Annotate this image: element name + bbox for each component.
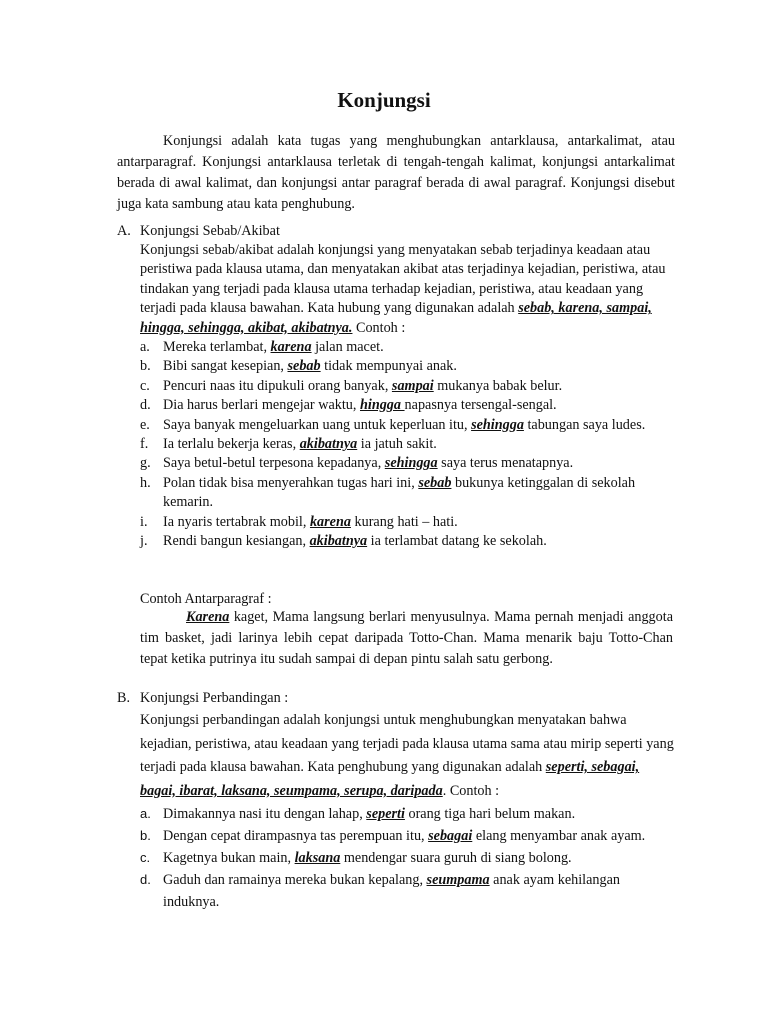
item-marker: j. bbox=[140, 533, 148, 550]
list-item bbox=[117, 416, 675, 435]
item-text: mukanya babak belur. bbox=[433, 377, 563, 394]
item-text: ia terlambat datang ke sekolah. bbox=[367, 533, 547, 550]
antarparagraf-example bbox=[140, 607, 673, 670]
definition-text: Konjungsi perbandingan adalah konjungsi untuk menghubungkan menyatakan bahwa kejadian, peristiwa, atau keadaan yang terjadi pada klausa utama sama atau mirip seperti yang terjadi pada klausa bawahan. Kata penghubung yang digunakan adalah bbox=[140, 712, 674, 776]
keyword-list: sebab, karena, sampai, hingga, sehingga, akibat, akibatnya. bbox=[140, 300, 652, 336]
item-text: tidak mempunyai anak. bbox=[320, 358, 457, 375]
list-item bbox=[117, 513, 675, 532]
section-heading bbox=[117, 221, 675, 241]
item-keyword: karena bbox=[270, 339, 312, 356]
item-text: Polan tidak bisa menyerahkan tugas hari ini, bbox=[163, 474, 419, 491]
item-keyword: akibatnya bbox=[299, 436, 358, 453]
intro-text: Konjungsi adalah kata tugas yang menghubungkan antarklausa, antarkalimat, atau antarparagraf. Konjungsi antarklausa terletak di tengah-tengah kalimat, konjungsi antarkalimat berada di awal kalimat, dan konjungsi antar paragraf berada di awal paragraf. Konjungsi disebut juga kata sambung atau kata penghubung. bbox=[117, 133, 675, 212]
list-item bbox=[117, 357, 675, 376]
list-item bbox=[117, 338, 675, 357]
antarparagraf-heading: Contoh Antarparagraf : bbox=[140, 591, 272, 607]
list-item bbox=[117, 869, 675, 913]
item-text: mendengar suara guruh di siang bolong. bbox=[340, 850, 572, 867]
antar-keyword: Karena bbox=[186, 609, 230, 625]
item-text: Rendi bangun kesiangan, bbox=[163, 533, 310, 550]
item-text: Bibi sangat kesepian, bbox=[163, 358, 288, 375]
contoh-label: . Contoh : bbox=[442, 782, 500, 799]
item-text: bukunya ketinggalan di sekolah kemarin. bbox=[163, 474, 636, 511]
antar-body: kaget, Mama langsung berlari menyusulnya. Mama pernah menjadi anggota tim basket, jadi larinya lebih cepat daripada Totto-Chan. Mama menarik baju Totto-Chan tepat ketika putrinya itu sudah sampai di depan pintu salah satu gerbong. bbox=[140, 609, 673, 667]
page-title: Konjungsi bbox=[337, 88, 431, 112]
section-perbandingan bbox=[117, 688, 675, 913]
item-keyword: sebab bbox=[287, 358, 321, 375]
item-keyword: sebagai bbox=[428, 828, 473, 845]
item-text: Saya banyak mengeluarkan uang untuk keperluan itu, bbox=[163, 416, 472, 433]
definition-text: Konjungsi sebab/akibat adalah konjungsi yang menyatakan sebab terjadinya keadaan atau peristiwa pada klausa utama, dan menyatakan akibat atas terjadinya kejadian, peristiwa, atau tindakan yang terjadi pada klausa utama terhadap kejadian, peristiwa, atau keadaan yang terjadi pada klausa bawahan. Kata hubung yang digunakan adalah bbox=[140, 242, 666, 317]
list-item bbox=[117, 396, 675, 415]
item-text: Dengan cepat dirampasnya tas perempuan itu, bbox=[163, 828, 429, 845]
list-item bbox=[117, 474, 675, 513]
item-marker: b. bbox=[140, 358, 151, 375]
item-keyword: hingga bbox=[359, 397, 405, 414]
section-title: Konjungsi Perbandingan : bbox=[140, 690, 289, 706]
item-text: elang menyambar anak ayam. bbox=[472, 828, 646, 845]
list-item bbox=[117, 825, 675, 847]
example-list bbox=[117, 338, 675, 551]
item-text: Mereka terlambat, bbox=[163, 339, 271, 356]
item-keyword: laksana bbox=[294, 850, 341, 867]
list-item bbox=[117, 847, 675, 869]
item-marker: f. bbox=[140, 436, 149, 453]
section-letter: B. bbox=[117, 690, 131, 706]
item-text: Pencuri naas itu dipukuli orang banyak, bbox=[163, 377, 392, 394]
intro-paragraph bbox=[117, 131, 675, 215]
item-text: jalan macet. bbox=[311, 339, 384, 356]
item-text: napasnya tersengal-sengal. bbox=[404, 397, 557, 414]
item-marker: d. bbox=[140, 397, 151, 414]
item-keyword: sampai bbox=[391, 377, 434, 394]
section-sebab-akibat bbox=[117, 221, 675, 552]
item-text: anak ayam kehilangan induknya. bbox=[163, 872, 620, 911]
item-keyword: sebab bbox=[418, 474, 452, 491]
item-text: Dia harus berlari mengejar waktu, bbox=[163, 397, 360, 414]
item-text: orang tiga hari belum makan. bbox=[404, 806, 576, 823]
item-text: Ia nyaris tertabrak mobil, bbox=[163, 513, 310, 530]
section-title: Konjungsi Sebab/Akibat bbox=[140, 223, 280, 239]
item-marker: a. bbox=[140, 806, 151, 822]
item-marker: i. bbox=[140, 513, 148, 530]
item-marker: c. bbox=[140, 850, 151, 866]
item-text: Kagetnya bukan main, bbox=[163, 850, 295, 867]
section-letter: A. bbox=[117, 223, 131, 239]
list-item bbox=[117, 532, 675, 551]
section-definition bbox=[140, 241, 675, 338]
item-text: Gaduh dan ramainya mereka bukan kepalang, bbox=[163, 872, 427, 889]
item-text: kurang hati – hati. bbox=[350, 513, 458, 530]
item-marker: g. bbox=[140, 455, 151, 472]
item-keyword: sehingga bbox=[471, 416, 524, 433]
item-text: Dimakannya nasi itu dengan lahap, bbox=[163, 806, 367, 823]
item-marker: d. bbox=[140, 872, 151, 888]
contoh-label: Contoh : bbox=[356, 319, 406, 336]
item-keyword: sehingga bbox=[384, 455, 438, 472]
item-marker: h. bbox=[140, 474, 151, 491]
item-marker: e. bbox=[140, 416, 150, 433]
item-marker: c. bbox=[140, 377, 150, 394]
item-keyword: seumpama bbox=[426, 872, 490, 889]
list-item bbox=[117, 803, 675, 825]
item-text: saya terus menatapnya. bbox=[437, 455, 574, 472]
section-heading bbox=[117, 688, 675, 708]
list-item bbox=[117, 435, 675, 454]
item-text: Saya betul-betul terpesona kepadanya, bbox=[163, 455, 385, 472]
section-definition bbox=[140, 709, 675, 803]
item-text: ia jatuh sakit. bbox=[357, 436, 437, 453]
list-item bbox=[117, 377, 675, 396]
item-text: tabungan saya ludes. bbox=[523, 416, 646, 433]
item-marker: b. bbox=[140, 828, 151, 844]
list-item bbox=[117, 454, 675, 473]
item-keyword: karena bbox=[309, 513, 351, 530]
keyword-list: seperti, sebagai, bagai, ibarat, laksana, seumpama, serupa, daripada bbox=[140, 759, 640, 799]
item-text: Ia terlalu bekerja keras, bbox=[163, 436, 300, 453]
item-keyword: seperti bbox=[366, 806, 405, 823]
item-marker: a. bbox=[140, 339, 150, 356]
example-list bbox=[117, 803, 675, 913]
item-keyword: akibatnya bbox=[309, 533, 368, 550]
